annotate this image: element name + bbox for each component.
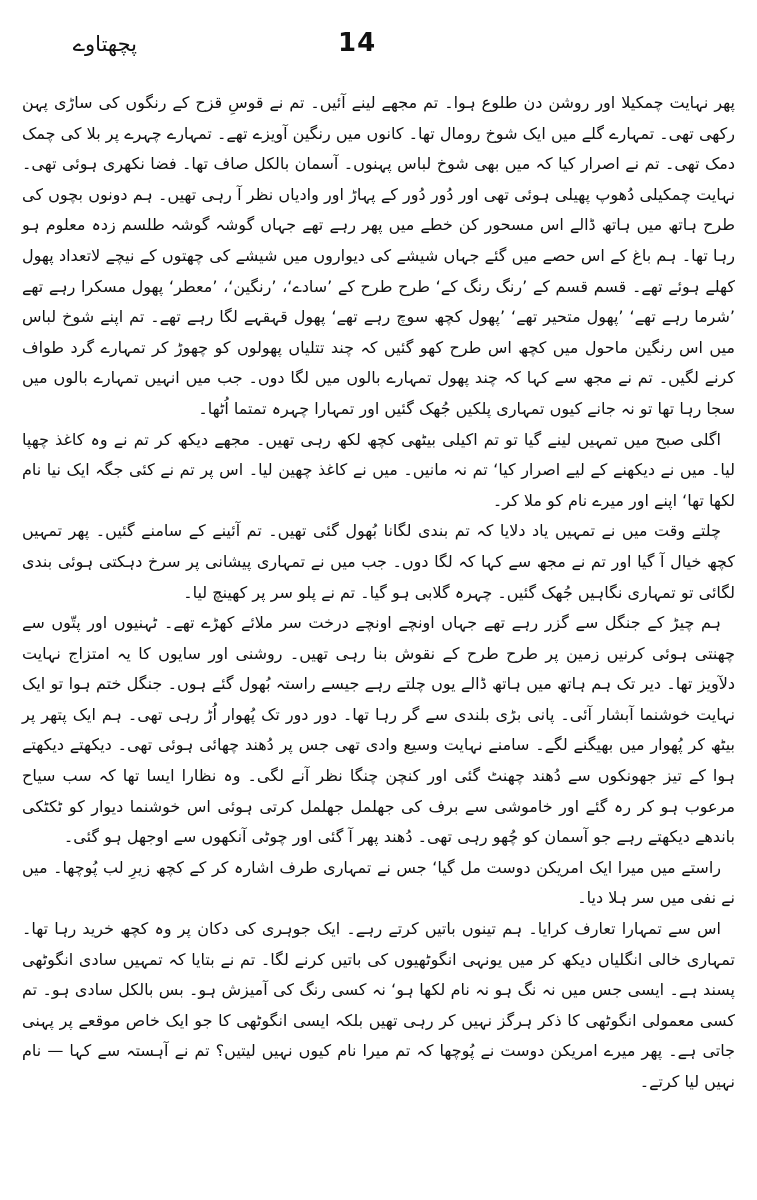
running-head: پچھتاوے	[72, 32, 137, 56]
page-number: 14	[338, 28, 377, 58]
page-header	[0, 22, 757, 62]
text-body	[22, 88, 735, 1098]
paragraph-5: راستے میں میرا ایک امریکن دوست مل گیا‘ جس نے تمہاری طرف اشارہ کر کے کچھ زیرِ لب پُوچھا۔ میں نے نفی میں سر ہلا دیا۔	[22, 857, 735, 908]
paragraph-2: اگلی صبح میں تمہیں لینے گیا تو تم اکیلی بیٹھی کچھ لکھ رہی تھیں۔ مجھے دیکھ کر تم نے وہ کاغذ چھپا لیا۔ میں نے دیکھنے کے لیے اصرار کیا‘ تم نہ مانیں۔ میں نے کاغذ چھین لیا۔ اس پر تم نے کئی جگہ ایک نیا نام لکھا تھا‘ اپنے اور میرے نام کو ملا کر۔	[22, 429, 735, 510]
paragraph-4: ہم چیڑ کے جنگل سے گزر رہے تھے جہاں اونچے اونچے درخت سر ملائے کھڑے تھے۔ ٹہنیوں اور پتّوں سے چھنتی ہوئی کرنیں زمین پر طرح طرح کے نقوش بنا رہی تھیں۔ روشنی اور سایوں کا یہ امتزاج نہایت دلآویز تھا۔ دیر تک ہم ہاتھ میں ہاتھ ڈالے یوں چلتے رہے جیسے راستہ بُھول گئے ہوں۔ جنگل ختم ہوا تو ایک نہایت خوشنما آبشار آئی۔ پانی بڑی بلندی سے گر رہا تھا۔ دور دور تک پُھوار اُڑ رہی تھی۔ ہم ایک پتھر پر بیٹھ کر پُھوار میں بھیگنے لگے۔ سامنے نہایت وسیع وادی تھی جس پر دُھند چھائی ہوئی تھی۔ دیکھتے دیکھتے ہوا کے تیز جھونکوں سے دُھند چھنٹ گئی اور کنچن چنگا نظر آنے لگی۔ وہ نظارا ایسا تھا کہ سب سیاح مرعوب ہو کر رہ گئے اور خاموشی سے برف کی جھلمل جھلمل کرتی ہوئی اس خوشنما دیوار کو ٹکٹکی باندھے دیکھتے رہے جو آسمان کو چُھو رہی تھی۔ دُھند پھر آ گئی اور چوٹی آنکھوں سے اوجھل ہو گئی۔	[22, 613, 735, 847]
paragraph-3: چلتے وقت میں نے تمہیں یاد دلایا کہ تم بندی لگانا بُھول گئی تھیں۔ تم آئینے کے سامنے گئیں۔ پھر تمہیں کچھ خیال آ گیا اور تم نے مجھ سے کہا کہ لگا دوں۔ جب میں نے تمہاری پیشانی پر سرخ دہکتی ہوئی بندی لگائی تو تمہاری نگاہیں جُھک گئیں۔ چہرہ گلابی ہو گیا۔ تم نے پلو سر پر کھینچ لیا۔	[22, 521, 735, 602]
paragraph-1: پھر نہایت چمکیلا اور روشن دن طلوع ہوا۔ تم مجھے لینے آئیں۔ تم نے قوسِ قزح کے رنگوں کی ساڑی پہن رکھی تھی۔ تمہارے گلے میں ایک شوخ رومال تھا۔ کانوں میں رنگین آویزے تھے۔ تمہارے چہرے پر بلا کی چمک دمک تھی۔ تم نے اصرار کیا کہ میں بھی شوخ لباس پہنوں۔ آسمان بالکل صاف تھا۔ فضا نکھری ہوئی تھی۔ نہایت چمکیلی دُھوپ پھیلی ہوئی تھی اور دُور دُور کے پہاڑ اور وادیاں نظر آ رہی تھیں۔ ہم دونوں بچوں کی طرح ہاتھ میں ہاتھ ڈالے اس مسحور کن خطے میں پھر رہے تھے جہاں گوشہ گوشہ طلسم زدہ معلوم ہو رہا تھا۔ ہم باغ کے اس حصے میں گئے جہاں شیشے کی دیواروں میں شیشے کی چھتوں کے نیچے لاتعداد پھول کھلے ہوئے تھے۔ قسم قسم کے ’رنگ رنگ کے‘ طرح طرح کے ’سادے‘، ’رنگین‘، ’معطر‘ پھول مسکرا رہے تھے ’شرما رہے تھے‘ ’پھول متحیر تھے‘ ’پھول کچھ سوچ رہے تھے‘ پھول قہقہے لگا رہے تھے۔ تم اپنے شوخ لباس میں اس رنگین ماحول میں کچھ اس طرح کھو گئیں کہ چند تتلیاں پھولوں کو چھوڑ کر تمہارے گرد طواف کرنے لگیں۔ تم نے مجھ سے کہا کہ چند پھول تمہارے بالوں میں لگا دوں۔ جب میں انہیں تمہارے بالوں میں سجا رہا تھا تو نہ جانے کیوں تمہاری پلکیں جُھک گئیں اور تمہارا چہرہ تمتما اُٹھا۔	[22, 93, 736, 418]
paragraph-6: اس سے تمہارا تعارف کرایا۔ ہم تینوں باتیں کرتے رہے۔ ایک جوہری کی دکان پر وہ کچھ خرید رہا تھا۔ تمہاری خالی انگلیاں دیکھ کر میں یونہی انگوٹھیوں کی باتیں کرنے لگا۔ تم نے بتایا کہ تمہیں سادی انگوٹھی پسند ہے۔ ایسی جس میں نہ نگ ہو نہ نام لکھا ہو‘ نہ کسی رنگ کی آمیزش ہو۔ بس بالکل سادی ہو۔ تم کسی معمولی انگوٹھی کا ذکر ہرگز نہیں کر رہی تھیں بلکہ ایسی انگوٹھی کا جو ایک خاص موقعے پر پہنی جاتی ہے۔ پھر میرے امریکن دوست نے پُوچھا کہ تم میرا نام کیوں نہیں لیتیں؟ تم نے آہستہ سے کہا — نام نہیں لیا کرتے۔	[22, 919, 735, 1091]
